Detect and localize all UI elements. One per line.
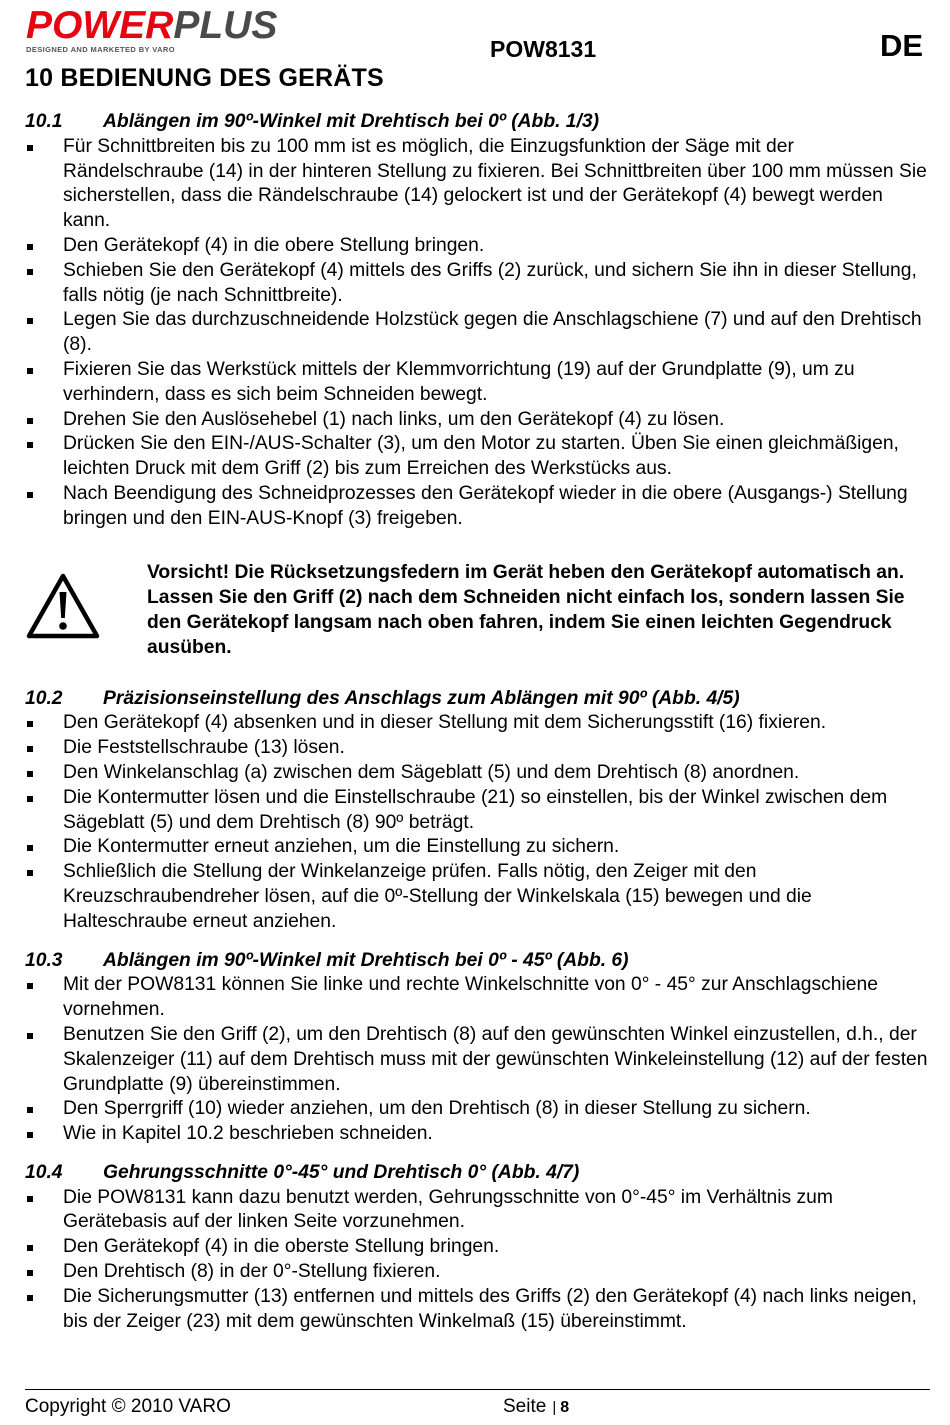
section-heading-10-2 [25, 687, 930, 712]
list-item: Mit der POW8131 können Sie linke und rechte Winkelschnitte von 0° - 45° zur Anschlagschiene vornehmen. [25, 973, 930, 1023]
list-item: Den Gerätekopf (4) absenken und in dieser Stellung mit dem Sicherungsstift (16) fixieren. [25, 711, 930, 736]
list-item: Die POW8131 kann dazu benutzt werden, Gehrungsschnitte von 0°-45° im Verhältnis zum Gerätebasis auf der linken Seite vorzunehmen. [25, 1186, 930, 1236]
logo-wordmark [26, 4, 346, 47]
document-body [25, 110, 930, 1334]
list-item: Den Gerätekopf (4) in die obere Stellung bringen. [25, 234, 930, 259]
section-number: 10.2 [25, 687, 63, 709]
section-number: 10.3 [25, 949, 63, 971]
list-item: Den Sperrgriff (10) wieder anziehen, um den Drehtisch (8) in dieser Stellung zu sichern. [25, 1097, 930, 1122]
section-heading-10-3 [25, 949, 930, 974]
page-title: 10 BEDIENUNG DES GERÄTS [25, 64, 384, 92]
section-10-2-list [25, 711, 930, 934]
section-10-1-list [25, 135, 930, 532]
list-item: Die Kontermutter erneut anziehen, um die Einstellung zu sichern. [25, 835, 930, 860]
section-10-3-list [25, 973, 930, 1147]
list-item: Drücken Sie den EIN-/AUS-Schalter (3), um den Motor zu starten. Üben Sie einen gleichmäßigen, leichten Druck mit dem Griff (2) bis zum Erreichen des Werkstücks aus. [25, 432, 930, 482]
section-number: 10.4 [25, 1161, 63, 1183]
list-item: Schieben Sie den Gerätekopf (4) mittels des Griffs (2) zurück, und sichern Sie ihn in dieser Stellung, falls nötig (je nach Schnittbreite). [25, 259, 930, 309]
list-item: Schließlich die Stellung der Winkelanzeige prüfen. Falls nötig, den Zeiger mit den Kreuzschraubendreher lösen, auf die 0º-Stellung der Winkelskala (15) bewegen und die Halteschraube erneut anziehen. [25, 860, 930, 934]
language-code: DE [880, 28, 924, 63]
page-label: Seite [503, 1396, 547, 1417]
list-item: Den Winkelanschlag (a) zwischen dem Sägeblatt (5) und dem Drehtisch (8) anordnen. [25, 761, 930, 786]
brand-logo [26, 4, 346, 54]
section-title: Ablängen im 90º-Winkel mit Drehtisch bei 0º (Abb. 1/3) [103, 111, 600, 132]
footer-page-indicator [503, 1396, 569, 1418]
list-item: Die Kontermutter lösen und die Einstellschraube (21) so einstellen, bis der Winkel zwischen dem Sägeblatt (5) und dem Drehtisch (8) 90º beträgt. [25, 786, 930, 836]
section-number: 10.1 [25, 111, 63, 132]
page-number: 8 [560, 1399, 570, 1416]
section-heading-10-1 [25, 110, 930, 135]
warning-box [25, 560, 930, 660]
list-item: Nach Beendigung des Schneidprozesses den Gerätekopf wieder in die obere (Ausgangs-) Stellung bringen und den EIN-AUS-Knopf (3) freigeben. [25, 482, 930, 532]
page-separator: | [552, 1399, 557, 1416]
logo-tagline: DESIGNED AND MARKETED BY VARO [26, 45, 175, 54]
section-title: Präzisionseinstellung des Anschlags zum Ablängen mit 90º (Abb. 4/5) [103, 687, 740, 709]
logo-plus-text: PLUS [173, 4, 278, 47]
footer-copyright: Copyright © 2010 VARO [25, 1396, 231, 1417]
logo-power-text: POWER [26, 4, 174, 47]
section-10-4-list [25, 1186, 930, 1335]
list-item: Den Drehtisch (8) in der 0°-Stellung fixieren. [25, 1260, 930, 1285]
list-item: Legen Sie das durchzuschneidende Holzstück gegen die Anschlagschiene (7) und auf den Drehtisch (8). [25, 308, 930, 358]
list-item: Fixieren Sie das Werkstück mittels der Klemmvorrichtung (19) auf der Grundplatte (9), um zu verhindern, dass es sich beim Schneiden bewegt. [25, 358, 930, 408]
list-item: Die Feststellschraube (13) lösen. [25, 736, 930, 761]
section-heading-10-4 [25, 1161, 930, 1186]
list-item: Benutzen Sie den Griff (2), um den Drehtisch (8) auf den gewünschten Winkel einzustellen, d.h., der Skalenzeiger (11) auf dem Drehtisch muss mit der gewünschten Winkeleinstellung (12) auf der festen Grundplatte (9) übereinstimmen. [25, 1023, 930, 1097]
footer-divider [25, 1389, 930, 1390]
list-item: Wie in Kapitel 10.2 beschrieben schneiden. [25, 1122, 930, 1147]
list-item: Drehen Sie den Auslösehebel (1) nach links, um den Gerätekopf (4) zu lösen. [25, 408, 930, 433]
section-title: Ablängen im 90º-Winkel mit Drehtisch bei 0º - 45º (Abb. 6) [103, 949, 629, 971]
section-title: Gehrungsschnitte 0°-45° und Drehtisch 0° (Abb. 4/7) [103, 1161, 580, 1183]
warning-triangle-icon [25, 560, 147, 660]
list-item: Die Sicherungsmutter (13) entfernen und mittels des Griffs (2) den Gerätekopf (4) nach links neigen, bis der Zeiger (23) mit dem gewünschten Winkelmaß (15) übereinstimmt. [25, 1285, 930, 1335]
model-number: POW8131 [490, 36, 597, 62]
list-item: Den Gerätekopf (4) in die oberste Stellung bringen. [25, 1235, 930, 1260]
list-item: Für Schnittbreiten bis zu 100 mm ist es möglich, die Einzugsfunktion der Säge mit der Rändelschraube (14) in der hinteren Stellung zu fixieren. Bei Schnittbreiten über 100 mm müssen Sie sicherstellen, dass die Rändelschraube (14) gelockert ist und der Gerätekopf (4) bewegt werden kann. [25, 135, 930, 234]
warning-text: Vorsicht! Die Rücksetzungsfedern im Gerät heben den Gerätekopf automatisch an. Lassen Sie den Griff (2) nach dem Schneiden nicht einfach los, sondern lassen Sie den Gerätekopf langsam nach oben fahren, indem Sie einen leichten Gegendruck ausüben. [147, 561, 905, 658]
